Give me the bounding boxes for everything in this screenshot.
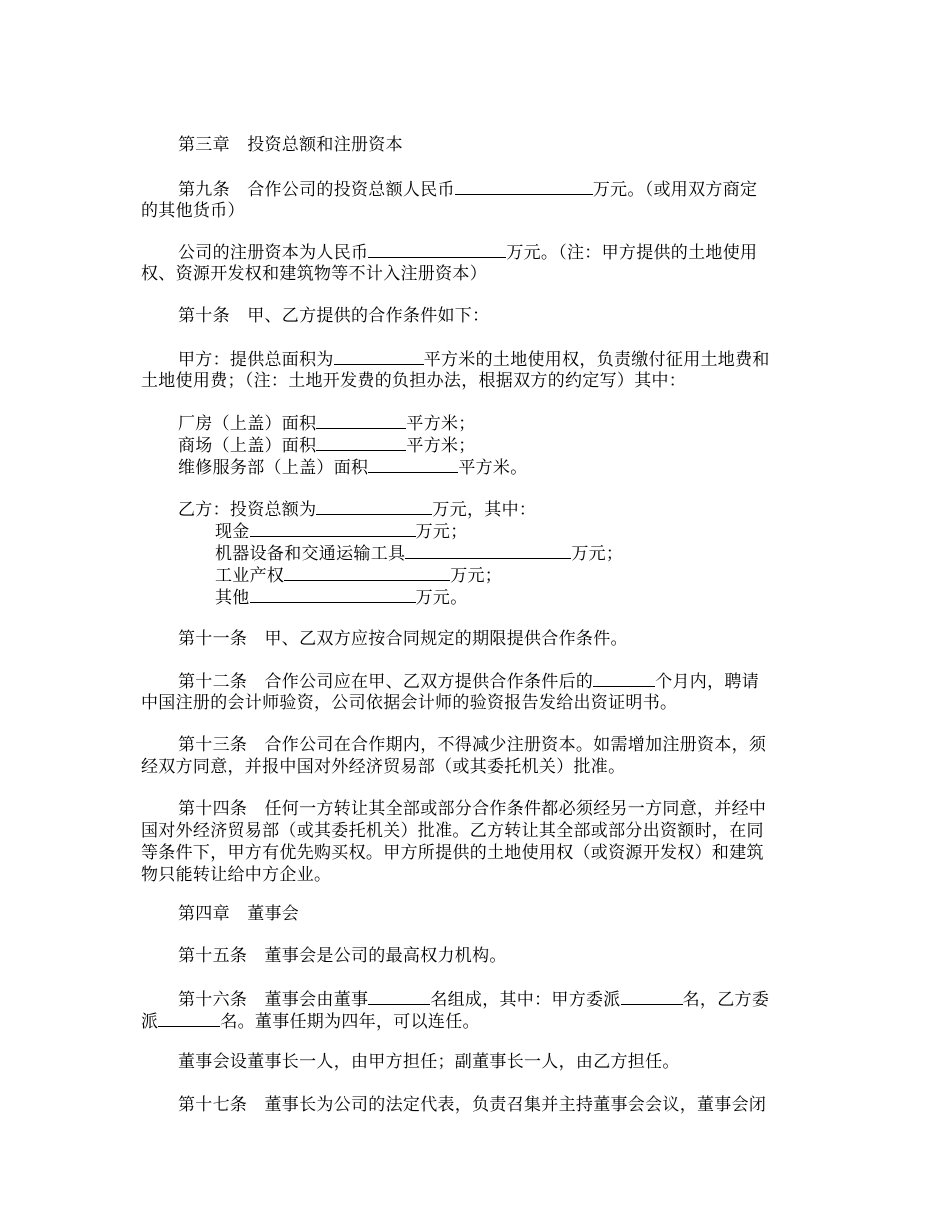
article-17-line-1: 第十七条 董事长为公司的法定代表，负责召集并主持董事会会议，董事会闭 bbox=[178, 1095, 767, 1115]
blank-mall-area bbox=[316, 434, 406, 451]
article-13-line-1: 第十三条 合作公司在合作期内，不得减少注册资本。如需增加注册资本，须 bbox=[178, 735, 767, 755]
cash-line: 现金 万元； bbox=[215, 522, 468, 542]
registered-capital-line-1: 公司的注册资本为人民币 万元。（注：甲方提供的土地使用 bbox=[178, 243, 758, 263]
blank-other bbox=[250, 586, 416, 603]
article-10-heading: 第十条 甲、乙方提供的合作条件如下： bbox=[178, 306, 490, 326]
article-16-line-2: 派 名。董事任期为四年，可以连任。 bbox=[141, 1012, 480, 1032]
article-12-line-1: 第十二条 合作公司应在甲、乙双方提供合作条件后的 个月内，聘请 bbox=[178, 672, 760, 692]
chapter-3-heading: 第三章 投资总额和注册资本 bbox=[178, 135, 403, 155]
blank-factory-area bbox=[316, 412, 406, 429]
article-12-line-2: 中国注册的会计师验资，公司依据会计师的验资报告发给出资证明书。 bbox=[141, 693, 678, 713]
blank-months bbox=[593, 670, 655, 687]
article-15: 第十五条 董事会是公司的最高权力机构。 bbox=[178, 946, 507, 966]
blank-party-b-investment bbox=[316, 498, 432, 515]
other-line: 其他 万元。 bbox=[215, 588, 468, 608]
blank-equipment bbox=[405, 542, 571, 559]
blank-service-area bbox=[368, 456, 458, 473]
service-area-line: 维修服务部（上盖）面积 平方米。 bbox=[178, 458, 528, 478]
article-11: 第十一条 甲、乙双方应按合同规定的期限提供合作条件。 bbox=[178, 629, 628, 649]
article-14-line-3: 等条件下，甲方有优先购买权。甲方所提供的土地使用权（或资源开发权）和建筑 bbox=[141, 843, 764, 863]
equipment-line: 机器设备和交通运输工具 万元； bbox=[215, 544, 624, 564]
chairman-line: 董事会设董事长一人，由甲方担任；副董事长一人，由乙方担任。 bbox=[178, 1052, 680, 1072]
article-9-line-2: 的其他货币） bbox=[141, 201, 245, 221]
mall-area-line: 商场（上盖）面积 平方米； bbox=[178, 436, 476, 456]
party-a-line-2: 土地使用费；（注：土地开发费的负担办法，根据双方的约定写）其中： bbox=[141, 371, 687, 391]
blank-board-size bbox=[368, 988, 430, 1005]
industrial-property-line: 工业产权 万元； bbox=[215, 566, 503, 586]
chapter-4-heading: 第四章 董事会 bbox=[178, 904, 300, 924]
party-b-line: 乙方：投资总额为 万元，其中： bbox=[178, 500, 537, 520]
blank-industrial-property bbox=[284, 564, 450, 581]
blank-total-investment bbox=[455, 178, 593, 195]
blank-cash bbox=[250, 520, 416, 537]
article-9-line-1: 第九条 合作公司的投资总额人民币 万元。（或用双方商定 bbox=[178, 180, 758, 200]
article-16-line-1: 第十六条 董事会由董事 名组成，其中：甲方委派 名，乙方委 bbox=[178, 990, 770, 1010]
blank-party-b-directors bbox=[158, 1010, 220, 1027]
registered-capital-line-2: 权、资源开发权和建筑物等不计入注册资本） bbox=[141, 264, 487, 284]
article-14-line-4: 物只能转让给中方企业。 bbox=[141, 865, 332, 885]
blank-registered-capital bbox=[368, 241, 506, 258]
article-14-line-1: 第十四条 任何一方转让其全部或部分合作条件都必须经另一方同意，并经中 bbox=[178, 799, 767, 819]
article-14-line-2: 国对外经济贸易部（或其委托机关）批准。乙方转让其全部或部分出资额时，在同 bbox=[141, 821, 764, 841]
party-a-line-1: 甲方：提供总面积为 平方米的土地使用权，负责缴付征用土地费和 bbox=[178, 350, 770, 370]
blank-party-a-directors bbox=[621, 988, 683, 1005]
article-13-line-2: 经双方同意，并报中国对外经济贸易部（或其委托机关）批准。 bbox=[141, 757, 626, 777]
blank-total-area bbox=[334, 348, 424, 365]
factory-area-line: 厂房（上盖）面积 平方米； bbox=[178, 414, 476, 434]
